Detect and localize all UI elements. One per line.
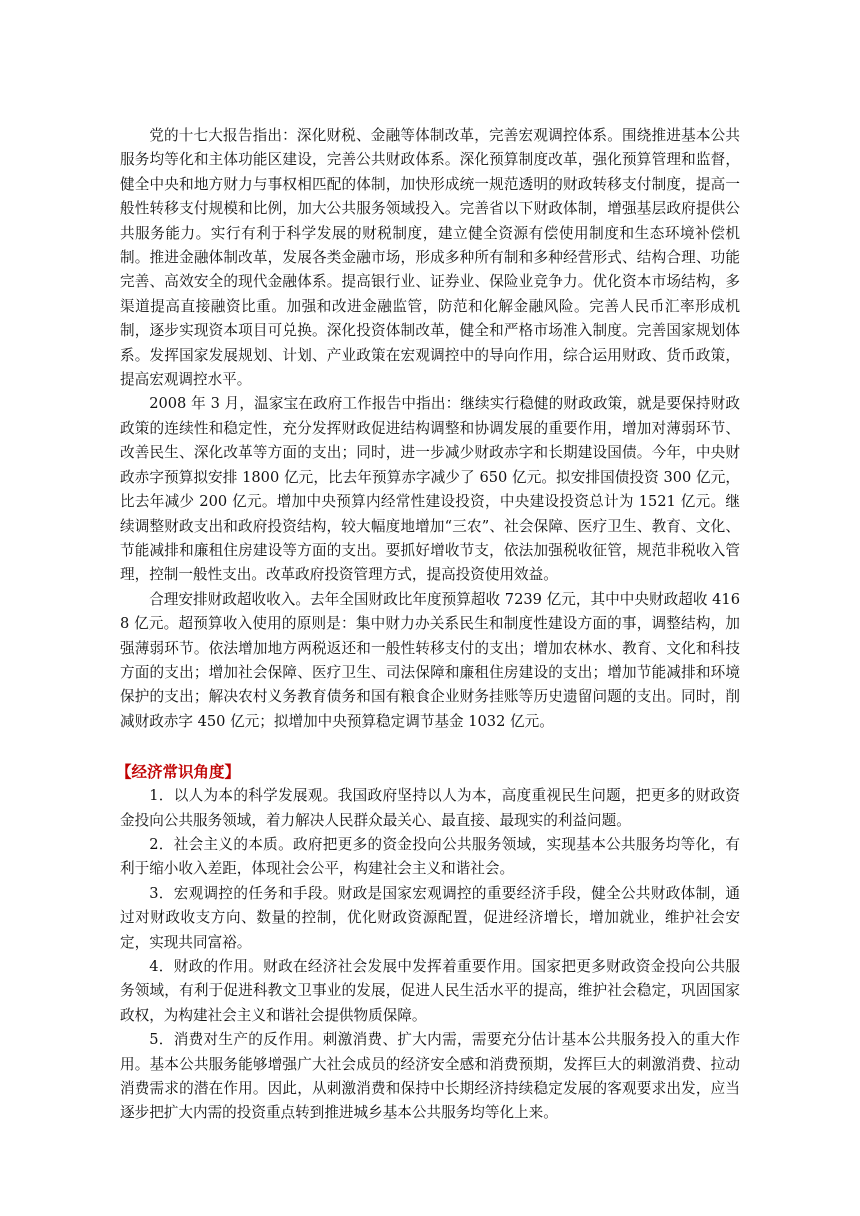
document-page <box>116 124 740 1126</box>
paragraph-fiscal-policy: 2008 年 3 月，温家宝在政府工作报告中指出：继续实行稳健的财政政策，就是要保持财政政策的连续性和稳定性，充分发挥财政促进结构调整和协调发展的重要作用，增加对薄弱环节、改善民生、深化改革等方面的支出；同时，进一步减少财政赤字和长期建设国债。今年，中央财政赤字预算拟安排 1800 亿元，比去年预算赤字减少了 650 亿元。拟安排国债投资 300 亿元，比去年减少 200 亿元。增加中央预算内经常性建设投资，中央建设投资总计为 1521 亿元。继续调整财政支出和政府投资结构，较大幅度地增加“三农”、社会保障、医疗卫生、教育、文化、节能减排和廉租住房建设等方面的支出。要抓好增收节支，依法加强税收征管，规范非税收入管理，控制一般性支出。改革政府投资管理方式，提高投资使用效益。 <box>120 395 740 584</box>
section-heading: 【经济常识角度】 <box>116 762 241 782</box>
section-item-4: 4．财政的作用。财政在经济社会发展中发挥着重要作用。国家把更多财政资金投向公共服务领域，有利于促进科教文卫事业的发展，促进人民生活水平的提高，维护社会稳定，巩固国家政权，为构建社会主义和谐社会提供物质保障。 <box>120 958 740 1024</box>
section-item-3: 3．宏观调控的任务和手段。财政是国家宏观调控的重要经济手段，健全公共财政体制，通过对财政收支方向、数量的控制，优化财政资源配置，促进经济增长，增加就业，维护社会安定，实现共同富裕。 <box>120 884 740 951</box>
paragraph-surplus-revenue: 合理安排财政超收收入。去年全国财政比年度预算超收 7239 亿元，其中中央财政超收 4168 亿元。超预算收入使用的原则是：集中财力办关系民生和制度性建设方面的事，调整结构，加强薄弱环节。依法增加地方两税返还和一般性转移支付的支出；增加农林水、教育、文化和科技方面的支出；增加社会保障、医疗卫生、司法保障和廉租住房建设的支出；增加节能减排和环境保护的支出；解决农村义务教育债务和国有粮食企业财务挂账等历史遗留问题的支出。同时，削减财政赤字 450 亿元；拟增加中央预算稳定调节基金 1032 亿元。 <box>120 590 740 730</box>
section-item-1: 1．以人为本的科学发展观。我国政府坚持以人为本，高度重视民生问题，把更多的财政资金投向公共服务领域，着力解决人民群众最关心、最直接、最现实的利益问题。 <box>120 787 740 829</box>
section-item-5: 5．消费对生产的反作用。刺激消费、扩大内需，需要充分估计基本公共服务投入的重大作用。基本公共服务能够增强广大社会成员的经济安全感和消费预期，发挥巨大的刺激消费、拉动消费需求的潜在作用。因此，从刺激消费和保持中长期经济持续稳定发展的客观要求出发，应当逐步把扩大内需的投资重点转到推进城乡基本公共服务均等化上来。 <box>120 1031 740 1122</box>
section-spacer <box>120 734 740 760</box>
section-item-2: 2．社会主义的本质。政府把更多的资金投向公共服务领域，实现基本公共服务均等化，有利于缩小收入差距，体现社会公平，构建社会主义和谐社会。 <box>120 835 740 878</box>
paragraph-reform-report: 党的十七大报告指出：深化财税、金融等体制改革，完善宏观调控体系。围绕推进基本公共服务均等化和主体功能区建设，完善公共财政体系。深化预算制度改革，强化预算管理和监督，健全中央和地方财力与事权相匹配的体制，加快形成统一规范透明的财政转移支付制度，提高一般性转移支付规模和比例，加大公共服务领域投入。完善省以下财政体制，增强基层政府提供公共服务能力。实行有利于科学发展的财税制度，建立健全资源有偿使用制度和生态环境补偿机制。推进金融体制改革，发展各类金融市场，形成多种所有制和多种经营形式、结构合理、功能完善、高效安全的现代金融体系。提高银行业、证券业、保险业竞争力。优化资本市场结构，多渠道提高直接融资比重。加强和改进金融监管，防范和化解金融风险。完善人民币汇率形成机制，逐步实现资本项目可兑换。深化投资体制改革，健全和严格市场准入制度。完善国家规划体系。发挥国家发展规划、计划、产业政策在宏观调控中的导向作用，综合运用财政、货币政策，提高宏观调控水平。 <box>120 127 740 389</box>
